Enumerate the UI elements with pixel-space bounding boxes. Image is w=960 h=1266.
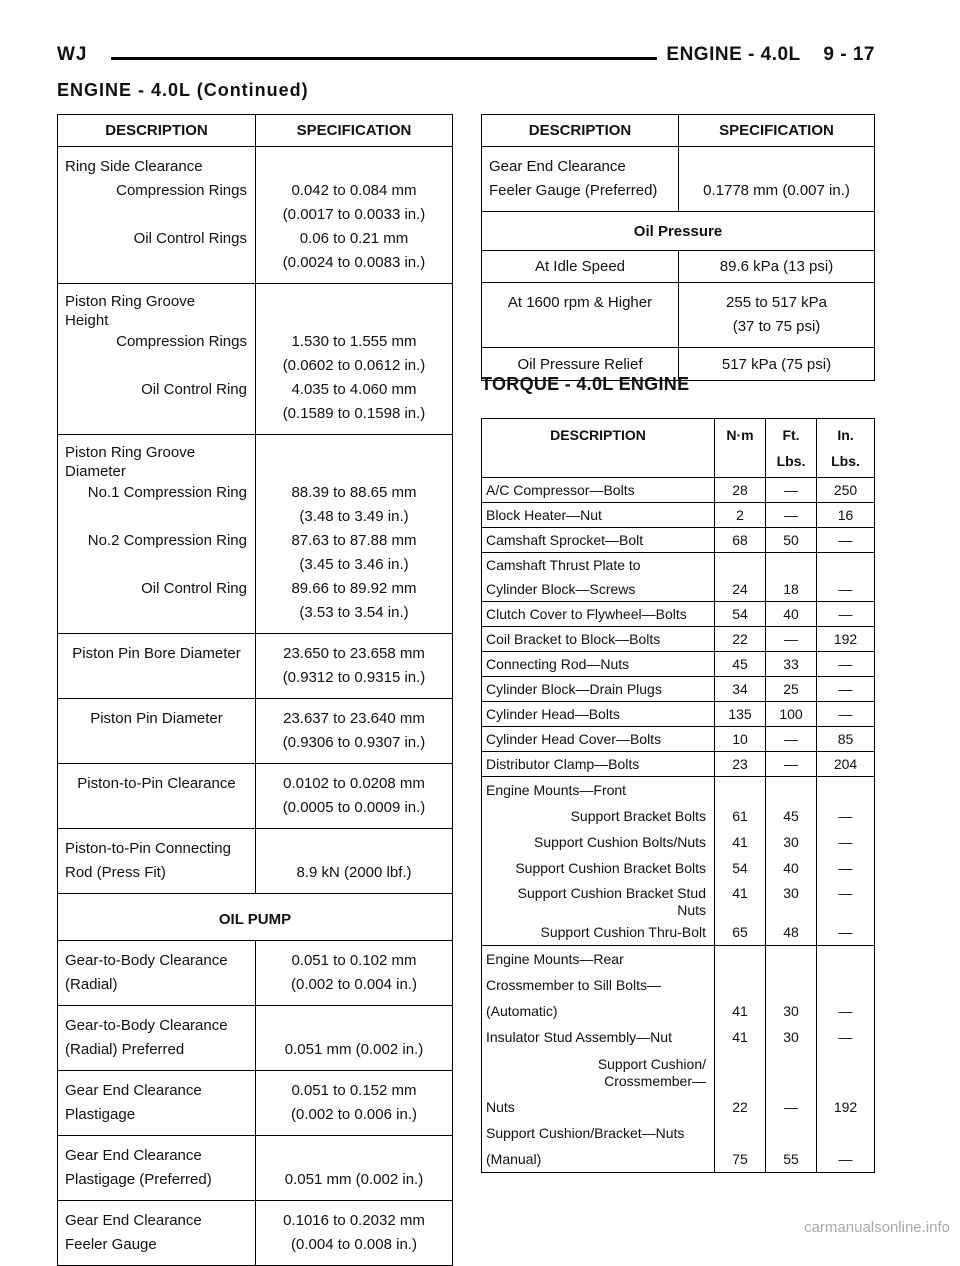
- spec-group-ge-feeler-pref: Gear End Clearance Feeler Gauge (Preferred) 0.1778 mm (0.007 in.): [482, 147, 875, 212]
- header-section: ENGINE - 4.0L 9 - 17: [666, 44, 875, 65]
- col-header-in-lbs: Lbs.: [831, 453, 860, 469]
- col-header-specification: SPECIFICATION: [679, 115, 875, 147]
- col-header-in: In.: [837, 427, 854, 443]
- col-header-description: DESCRIPTION: [58, 115, 256, 147]
- spec-section-oil-pressure: Oil Pressure: [482, 212, 875, 251]
- spec-row-idle: At Idle Speed 89.6 kPa (13 psi): [482, 251, 875, 283]
- spec-group-pin-bore: Piston Pin Bore Diameter 23.650 to 23.658 mm (0.9312 to 0.9315 in.): [58, 634, 453, 699]
- spec-group-gb-radial-pref: Gear-to-Body Clearance (Radial) Preferred 0.051 mm (0.002 in.): [58, 1006, 453, 1071]
- spec-table-right: [481, 114, 875, 381]
- col-header-description: DESCRIPTION: [482, 115, 679, 147]
- spec-row-rpm: At 1600 rpm & Higher 255 to 517 kPa (37 to 75 psi): [482, 283, 875, 348]
- torque-row: Camshaft Sprocket—Bolt 68 50 —: [482, 528, 875, 553]
- col-header-ft-lbs: Lbs.: [776, 453, 806, 469]
- spec-table-left: [57, 114, 453, 1266]
- spec-group-pin-rod: Piston-to-Pin Connecting Rod (Press Fit) 8.9 kN (2000 lbf.): [58, 829, 453, 894]
- col-header-ft: Ft.: [782, 427, 800, 443]
- torque-group-rear-mounts: Engine Mounts—Rear Crossmember to Sill Bolts— (Automatic) Insulator Stud Assembly—Nut Support Cushion/ Crossmember— Nuts Support Cushion/Bracket—Nuts (Manual) 41 41 22 75 30 30 — 55 — — 192 —: [482, 946, 875, 1173]
- torque-title: TORQUE - 4.0L ENGINE: [481, 374, 690, 394]
- torque-row: Cylinder Head—Bolts 135 100 —: [482, 702, 875, 727]
- watermark: carmanualsonline.info: [804, 1219, 950, 1236]
- col-header-nm: N·m: [715, 419, 766, 478]
- torque-row: Block Heater—Nut 2 — 16: [482, 503, 875, 528]
- spec-group-ge-plastigage-pref: Gear End Clearance Plastigage (Preferred) 0.051 mm (0.002 in.): [58, 1136, 453, 1201]
- torque-row: Coil Bracket to Block—Bolts 22 — 192: [482, 627, 875, 652]
- spec-group-pin-clearance: Piston-to-Pin Clearance 0.0102 to 0.0208 mm (0.0005 to 0.0009 in.): [58, 764, 453, 829]
- spec-group-groove-height: Piston Ring Groove Height Compression Rings Oil Control Ring 1.530 to 1.555 mm (0.0602 to 0.0612 in.) 4.035 to 4.060 mm (0.1589 to 0.1598 in.): [58, 284, 453, 435]
- torque-table: [481, 418, 875, 1173]
- spec-group-ge-feeler: Gear End Clearance Feeler Gauge 0.1016 to 0.2032 mm (0.004 to 0.008 in.): [58, 1201, 453, 1266]
- torque-row: Cylinder Block—Drain Plugs 34 25 —: [482, 677, 875, 702]
- spec-section-oil-pump: OIL PUMP: [58, 894, 453, 941]
- spec-group-pin-diameter: Piston Pin Diameter 23.637 to 23.640 mm (0.9306 to 0.9307 in.): [58, 699, 453, 764]
- col-header-description: DESCRIPTION: [482, 419, 715, 478]
- torque-row: Connecting Rod—Nuts 45 33 —: [482, 652, 875, 677]
- torque-row: Distributor Clamp—Bolts 23 — 204: [482, 752, 875, 777]
- torque-group-front-mounts: Engine Mounts—Front Support Bracket Bolts Support Cushion Bolts/Nuts Support Cushion Bracket Bolts Support Cushion Bracket Stud Nuts Support Cushion Thru-Bolt 61 41 54 41 65 45 30 40 30 48 — — — — —: [482, 777, 875, 946]
- torque-row: Cylinder Head Cover—Bolts 10 — 85: [482, 727, 875, 752]
- header-rule: [111, 57, 657, 60]
- torque-row: Clutch Cover to Flywheel—Bolts 54 40 —: [482, 602, 875, 627]
- spec-row-relief: Oil Pressure Relief 517 kPa (75 psi): [482, 348, 875, 381]
- page-header: [57, 44, 875, 70]
- spec-group-gb-radial: Gear-to-Body Clearance (Radial) 0.051 to 0.102 mm (0.002 to 0.004 in.): [58, 941, 453, 1006]
- spec-group-ring-side: Ring Side Clearance Compression Rings Oil Control Rings 0.042 to 0.084 mm (0.0017 to 0.0033 in.) 0.06 to 0.21 mm (0.0024 to 0.0083 in.): [58, 147, 453, 284]
- col-header-specification: SPECIFICATION: [256, 115, 453, 147]
- spec-group-ge-plastigage: Gear End Clearance Plastigage 0.051 to 0.152 mm (0.002 to 0.006 in.): [58, 1071, 453, 1136]
- section-title: ENGINE - 4.0L (Continued): [57, 80, 309, 100]
- torque-row: Camshaft Thrust Plate to Cylinder Block—Screws 24 18 —: [482, 553, 875, 602]
- spec-group-groove-diameter: Piston Ring Groove Diameter No.1 Compression Ring No.2 Compression Ring Oil Control Ring 88.39 to 88.65 mm (3.48 to 3.49 in.) 87.63 to 87.88 mm (3.45 to 3.46 in.) 89.66 to 89.92 mm (3.53 to 3.54 in.): [58, 435, 453, 634]
- header-model: WJ: [57, 44, 88, 65]
- torque-row: A/C Compressor—Bolts 28 — 250: [482, 478, 875, 503]
